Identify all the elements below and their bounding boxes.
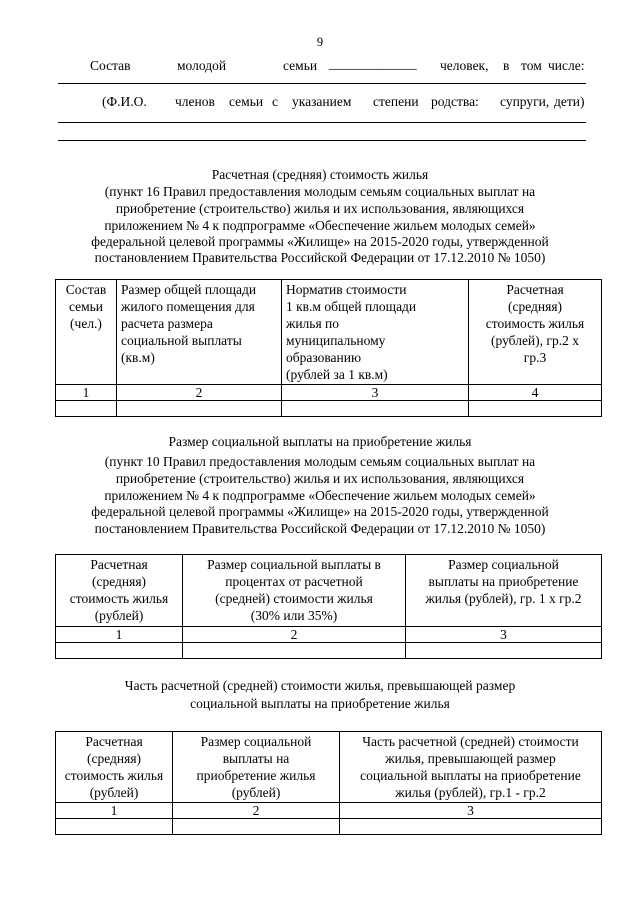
section2-title: Размер социальной выплаты на приобретение жилья (168, 434, 472, 449)
input-cell[interactable] (56, 643, 183, 659)
composition-word-6: том (521, 58, 542, 73)
section1-note-line: федеральной целевой программы «Жилище» на 2015-2020 годы, утвержденной (91, 234, 549, 249)
composition-word-4: человек, (440, 58, 489, 73)
section2-note-line: федеральной целевой программы «Жилище» на 2015-2020 годы, утвержденной (91, 504, 549, 519)
fio-note-word: дети) (554, 94, 585, 109)
section1-note-line: (пункт 16 Правил предоставления молодым семьям социальных выплат на (104, 184, 536, 199)
family-members-line-1[interactable] (58, 83, 586, 84)
column-number: 3 (406, 627, 602, 643)
column-number: 1 (56, 385, 117, 401)
input-cell[interactable] (340, 819, 602, 835)
fio-note-word: супруги, (500, 94, 550, 109)
input-cell[interactable] (183, 643, 406, 659)
column-number: 3 (340, 803, 602, 819)
fio-note-word: степени (373, 94, 419, 109)
input-cell[interactable] (469, 401, 602, 417)
input-cell[interactable] (282, 401, 469, 417)
fio-note-word: родства: (431, 94, 479, 109)
header-norm-cost: Норматив стоимости 1 кв.м общей площади жилья по муниципальному образованию (рублей за 1 кв.м) (282, 280, 469, 385)
composition-word-7: числе: (548, 58, 585, 73)
section1-note-line: приобретение (строительство) жилья и их использования, являющихся (115, 201, 525, 216)
composition-word-5: в (503, 58, 510, 73)
section2-note-line: (пункт 10 Правил предоставления молодым семьям социальных выплат на (104, 454, 536, 469)
column-number: 3 (282, 385, 469, 401)
fio-note-word: (Ф.И.О. (102, 94, 147, 109)
header-family-size: Состав семьи (чел.) (56, 280, 117, 385)
fio-note-word: членов (175, 94, 215, 109)
difference-table (55, 731, 602, 835)
composition-word-1: Состав (90, 58, 131, 73)
section3-title-line: социальной выплаты на приобретение жилья (190, 696, 450, 711)
header-payment-amount: Размер социальной выплаты на приобретение жилья (рублей) (173, 732, 340, 803)
column-number: 2 (117, 385, 282, 401)
section1-note-line: постановлением Правительства Российской Федерации от 17.12.2010 № 1050) (94, 250, 546, 265)
input-cell[interactable] (173, 819, 340, 835)
section2-note-line: постановлением Правительства Российской Федерации от 17.12.2010 № 1050) (94, 521, 546, 536)
header-estimated-cost: Расчетная (средняя) стоимость жилья (рублей), гр.2 х гр.3 (469, 280, 602, 385)
column-number: 4 (469, 385, 602, 401)
section1-title: Расчетная (средняя) стоимость жилья (211, 167, 429, 182)
family-members-line-2[interactable] (58, 122, 586, 123)
input-cell[interactable] (56, 401, 117, 417)
composition-word-2: молодой (177, 58, 227, 73)
header-payment-amount: Размер социальной выплаты на приобретение жилья (рублей), гр. 1 х гр.2 (406, 555, 602, 627)
page-number: 9 (316, 35, 324, 49)
column-number: 1 (56, 627, 183, 643)
fio-note-word: с (272, 94, 278, 109)
section1-note-line: приложением № 4 к подпрограмме «Обеспечение жильем молодых семей» (104, 218, 536, 233)
header-payment-percent: Размер социальной выплаты в процентах от расчетной (средней) стоимости жилья (30% или 35%) (183, 555, 406, 627)
section2-note-line: приобретение (строительство) жилья и их использования, являющихся (115, 471, 525, 486)
header-area: Размер общей площади жилого помещения для расчета размера социальной выплаты (кв.м) (117, 280, 282, 385)
header-excess-part: Часть расчетной (средней) стоимости жилья, превышающей размер социальной выплаты на приобретение жилья (рублей), гр.1 - гр.2 (340, 732, 602, 803)
input-cell[interactable] (117, 401, 282, 417)
fio-note-word: указанием (292, 94, 352, 109)
payment-table (55, 554, 602, 659)
column-number: 1 (56, 803, 173, 819)
family-members-line-3[interactable] (58, 140, 586, 141)
column-number: 2 (183, 627, 406, 643)
section3-title-line: Часть расчетной (средней) стоимости жилья, превышающей размер (124, 678, 516, 693)
cost-table (55, 279, 602, 417)
section2-note-line: приложением № 4 к подпрограмме «Обеспечение жильем молодых семей» (104, 488, 536, 503)
header-estimated-cost: Расчетная (средняя) стоимость жилья (рублей) (56, 555, 183, 627)
input-cell[interactable] (406, 643, 602, 659)
composition-word-3: семьи (283, 58, 318, 73)
family-size-blank[interactable]: _____________ (329, 56, 417, 71)
column-number: 2 (173, 803, 340, 819)
fio-note-word: семьи (229, 94, 264, 109)
header-estimated-cost: Расчетная (средняя) стоимость жилья (рублей) (56, 732, 173, 803)
input-cell[interactable] (56, 819, 173, 835)
